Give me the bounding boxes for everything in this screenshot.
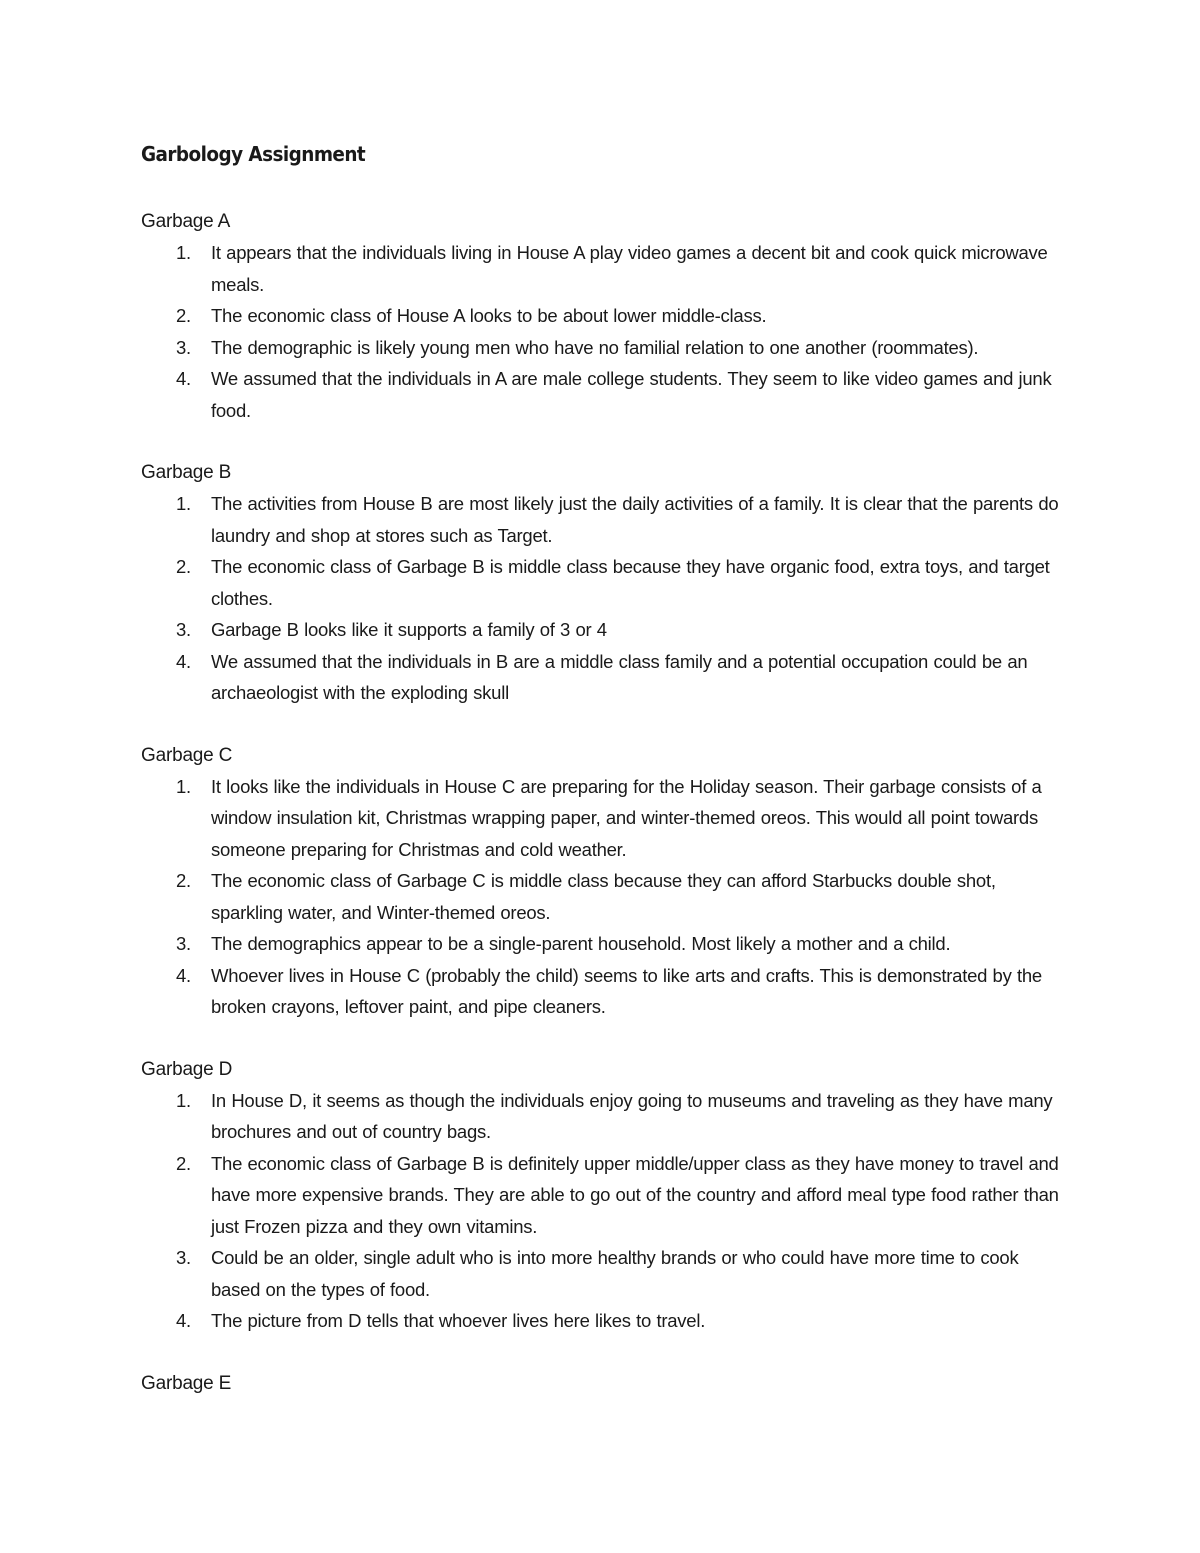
list-item-text: We assumed that the individuals in B are a middle class family and a potential occupation could be an archaeologist with the exploding skull (211, 650, 1028, 703)
list-item-number: 1. (176, 242, 191, 263)
list-item-text: The activities from House B are most likely just the daily activities of a family. It is clear that the parents do laundry and shop at stores such as Target. (211, 493, 1059, 546)
list-item-text: The demographic is likely young men who have no familial relation to one another (roommates). (211, 336, 979, 358)
section-garbage-b (141, 457, 1071, 709)
list-item (141, 646, 1071, 709)
list-item-text: We assumed that the individuals in A are male college students. They seem to like video games and junk food. (211, 368, 1052, 421)
section-garbage-e (141, 1368, 1071, 1399)
section-garbage-a (141, 206, 1071, 426)
section-garbage-d (141, 1054, 1071, 1337)
section-heading: Garbage A (141, 211, 231, 232)
list-item-number: 4. (176, 368, 191, 389)
list-item (141, 1148, 1071, 1243)
list-item-number: 2. (176, 1152, 191, 1174)
list-item-number: 4. (176, 650, 191, 672)
list-item (141, 488, 1071, 551)
sections-container (141, 206, 1071, 1399)
list-item-number: 2. (176, 870, 191, 891)
list-item-number: 1. (176, 493, 191, 514)
list-item-text: In House D, it seems as though the individuals enjoy going to museums and traveling as they have many brochures and out of country bags. (211, 1089, 1053, 1142)
list-item-number: 1. (176, 775, 191, 797)
numbered-list (141, 1085, 1071, 1337)
section-heading: Garbage C (141, 744, 233, 766)
list-item (141, 928, 1071, 960)
list-item-text: The economic class of House A looks to be about lower middle-class. (211, 305, 767, 326)
list-item (141, 1242, 1071, 1305)
list-item-text: It looks like the individuals in House C are preparing for the Holiday season. Their garbage consists of a window insulation kit, Christmas wrapping paper, and winter-themed oreos. This would all point towards someone preparing for Christmas and cold weather. (211, 775, 1042, 860)
list-item-text: The economic class of Garbage C is middle class because they can afford Starbucks double shot, sparkling water, and Winter-themed oreos. (211, 870, 996, 923)
document-title: Garbology Assignment (141, 142, 366, 166)
list-item-number: 2. (176, 556, 191, 577)
list-item-text: Whoever lives in House C (probably the child) seems to like arts and crafts. This is demonstrated by the broken crayons, leftover paint, and pipe cleaners. (211, 964, 1042, 1017)
list-item-text: The demographics appear to be a single-parent household. Most likely a mother and a child. (211, 933, 951, 954)
list-item-number: 2. (176, 305, 191, 326)
numbered-list (141, 488, 1071, 709)
list-item-text: Garbage B looks like it supports a family of 3 or 4 (211, 619, 607, 640)
list-item-number: 3. (176, 619, 191, 640)
section-heading: Garbage B (141, 462, 232, 483)
list-item-number: 4. (176, 964, 191, 986)
numbered-list (141, 771, 1071, 1023)
list-item (141, 300, 1071, 332)
list-item-number: 4. (176, 1310, 191, 1331)
list-item (141, 551, 1071, 614)
list-item (141, 960, 1071, 1023)
list-item-number: 1. (176, 1089, 191, 1111)
list-item (141, 865, 1071, 928)
section-heading: Garbage D (141, 1058, 233, 1080)
list-item-text: The economic class of Garbage B is definitely upper middle/upper class as they have money to travel and have more expensive brands. They are able to go out of the country and afford meal type food rather than just Frozen pizza and they own vitamins. (211, 1152, 1059, 1237)
numbered-list (141, 237, 1071, 426)
list-item-text: The economic class of Garbage B is middle class because they have organic food, extra toys, and target clothes. (211, 556, 1050, 609)
list-item-text: Could be an older, single adult who is into more healthy brands or who could have more time to cook based on the types of food. (211, 1247, 1019, 1300)
section-garbage-c (141, 740, 1071, 1023)
list-item (141, 771, 1071, 866)
list-item (141, 614, 1071, 646)
list-item (141, 1085, 1071, 1148)
section-heading: Garbage E (141, 1372, 232, 1394)
list-item-text: The picture from D tells that whoever lives here likes to travel. (211, 1310, 706, 1331)
list-item (141, 332, 1071, 364)
document-body (141, 140, 1071, 1430)
list-item (141, 237, 1071, 300)
list-item (141, 363, 1071, 426)
list-item-number: 3. (176, 1247, 191, 1268)
list-item (141, 1305, 1071, 1337)
list-item-number: 3. (176, 336, 191, 358)
list-item-text: It appears that the individuals living in House A play video games a decent bit and cook quick microwave meals. (211, 242, 1048, 295)
list-item-number: 3. (176, 933, 191, 954)
